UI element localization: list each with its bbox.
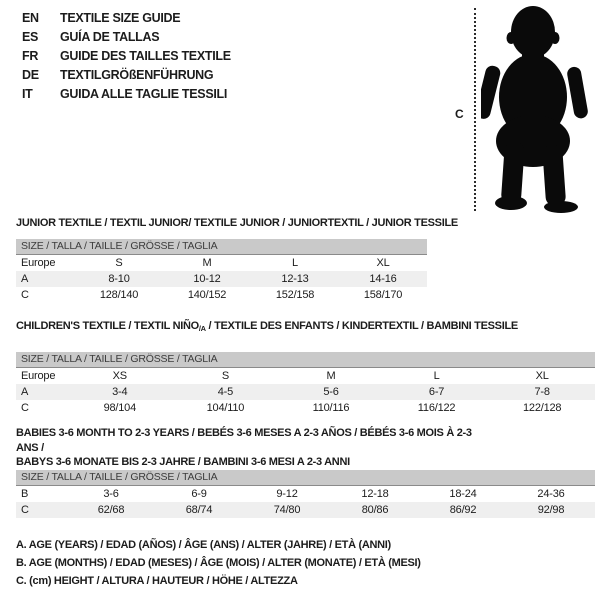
size-header-bar: SIZE / TALLA / TAILLE / GRÖSSE / TAGLIA (16, 352, 595, 368)
table-row-age (16, 271, 427, 287)
language-title: GUIDE DES TAILLES TEXTILE (60, 49, 231, 63)
height-cell: 92/98 (537, 504, 565, 516)
table-row-height (16, 502, 595, 518)
row-label: Europe (21, 370, 56, 382)
months-cell: 12-18 (361, 488, 389, 500)
table-row-europe (16, 368, 595, 384)
language-code: IT (22, 87, 33, 101)
language-row-en (22, 9, 231, 28)
height-measure-dotted-line (474, 8, 476, 211)
row-label: C (21, 289, 29, 301)
legend-line-age-years: A. AGE (YEARS) / EDAD (AÑOS) / ÂGE (ANS) / ALTER (JAHRE) / ETÀ (ANNI) (16, 539, 391, 551)
babies-size-table (16, 470, 595, 518)
size-cell: L (292, 257, 298, 269)
table-row-height (16, 400, 595, 416)
age-cell: 12-13 (281, 273, 309, 285)
children-title-text: / TEXTILE DES ENFANTS / KINDERTEXTIL / BAMBINI TESSILE (205, 320, 518, 332)
height-cell: 122/128 (522, 402, 562, 414)
junior-table-title: JUNIOR TEXTILE / TEXTIL JUNIOR/ TEXTILE JUNIOR / JUNIORTEXTIL / JUNIOR TESSILE (16, 217, 458, 229)
size-cell: S (221, 370, 229, 382)
babies-table-title (16, 426, 486, 470)
children-size-table (16, 352, 595, 416)
age-cell: 14-16 (369, 273, 397, 285)
age-cell: 8-10 (108, 273, 130, 285)
height-cell: 68/74 (185, 504, 213, 516)
months-cell: 6-9 (191, 488, 207, 500)
height-cell: 86/92 (449, 504, 477, 516)
size-cell: M (326, 370, 336, 382)
months-cell: 3-6 (103, 488, 119, 500)
language-code: EN (22, 11, 39, 25)
children-title-subscript: /A (198, 324, 206, 333)
language-row-de (22, 66, 231, 85)
height-cell: 158/170 (363, 289, 403, 301)
row-label: Europe (21, 257, 56, 269)
language-code: DE (22, 68, 39, 82)
size-cell: XL (535, 370, 549, 382)
language-title: GUIDA ALLE TAGLIE TESSILI (60, 87, 228, 101)
measurement-legend (16, 536, 421, 590)
height-cell: 140/152 (187, 289, 227, 301)
language-row-fr (22, 47, 231, 66)
babies-title-line1: BABIES 3-6 MONTH TO 2-3 YEARS / BEBÉS 3-6 MESES A 2-3 AÑOS / BÉBÉS 3-6 MOIS À 2-3 ANS / (16, 427, 472, 454)
language-title: GUÍA DE TALLAS (60, 30, 160, 44)
language-list (22, 9, 231, 104)
height-cell: 98/104 (103, 402, 137, 414)
row-label: B (21, 488, 29, 500)
legend-line-age-months: B. AGE (MONTHS) / EDAD (MESES) / ÂGE (MOIS) / ALTER (MONATE) / ETÀ (MESI) (16, 557, 421, 569)
table-row-height (16, 287, 427, 303)
children-table-title (16, 320, 518, 332)
age-cell: 5-6 (323, 386, 339, 398)
table-row-europe (16, 255, 427, 271)
size-cell: S (115, 257, 123, 269)
language-row-it (22, 85, 231, 104)
size-header-bar: SIZE / TALLA / TAILLE / GRÖSSE / TAGLIA (16, 239, 427, 255)
language-code: ES (22, 30, 39, 44)
size-cell: M (202, 257, 212, 269)
height-cell: 62/68 (97, 504, 125, 516)
row-label: C (21, 504, 29, 516)
height-cell: 116/122 (417, 402, 456, 414)
height-cell: 152/158 (275, 289, 315, 301)
age-cell: 10-12 (193, 273, 221, 285)
height-cell: 74/80 (273, 504, 301, 516)
age-cell: 4-5 (217, 386, 234, 398)
height-cell: 110/116 (312, 402, 350, 414)
months-cell: 24-36 (537, 488, 565, 500)
language-row-es (22, 28, 231, 47)
language-title: TEXTILE SIZE GUIDE (60, 11, 181, 25)
height-measure-label: C (455, 107, 464, 121)
row-label: A (21, 273, 29, 285)
size-cell: L (433, 370, 440, 382)
age-cell: 7-8 (534, 386, 550, 398)
table-row-months (16, 486, 595, 502)
row-label: A (21, 386, 29, 398)
language-code: FR (22, 49, 39, 63)
height-cell: 128/140 (99, 289, 139, 301)
height-cell: 80/86 (361, 504, 389, 516)
age-cell: 6-7 (428, 386, 445, 398)
legend-line-height: C. (cm) HEIGHT / ALTURA / HAUTEUR / HÖHE / ALTEZZA (16, 575, 298, 587)
size-cell: XS (112, 370, 127, 382)
size-cell: XL (376, 257, 390, 269)
height-cell: 104/110 (206, 402, 245, 414)
table-row-age (16, 384, 595, 400)
children-title-text: CHILDREN'S TEXTILE / TEXTIL NIÑO (16, 320, 199, 332)
months-cell: 18-24 (449, 488, 477, 500)
row-label: C (21, 402, 29, 414)
size-header-bar: SIZE / TALLA / TAILLE / GRÖSSE / TAGLIA (16, 470, 595, 486)
babies-title-line2: BABYS 3-6 MONATE BIS 2-3 JAHRE / BAMBINI 3-6 MESI A 2-3 ANNI (16, 456, 350, 468)
age-cell: 3-4 (112, 386, 128, 398)
junior-size-table (16, 239, 427, 303)
months-cell: 9-12 (276, 488, 298, 500)
baby-silhouette-icon (481, 4, 599, 214)
language-title: TEXTILGRÖßENFÜHRUNG (60, 68, 214, 82)
